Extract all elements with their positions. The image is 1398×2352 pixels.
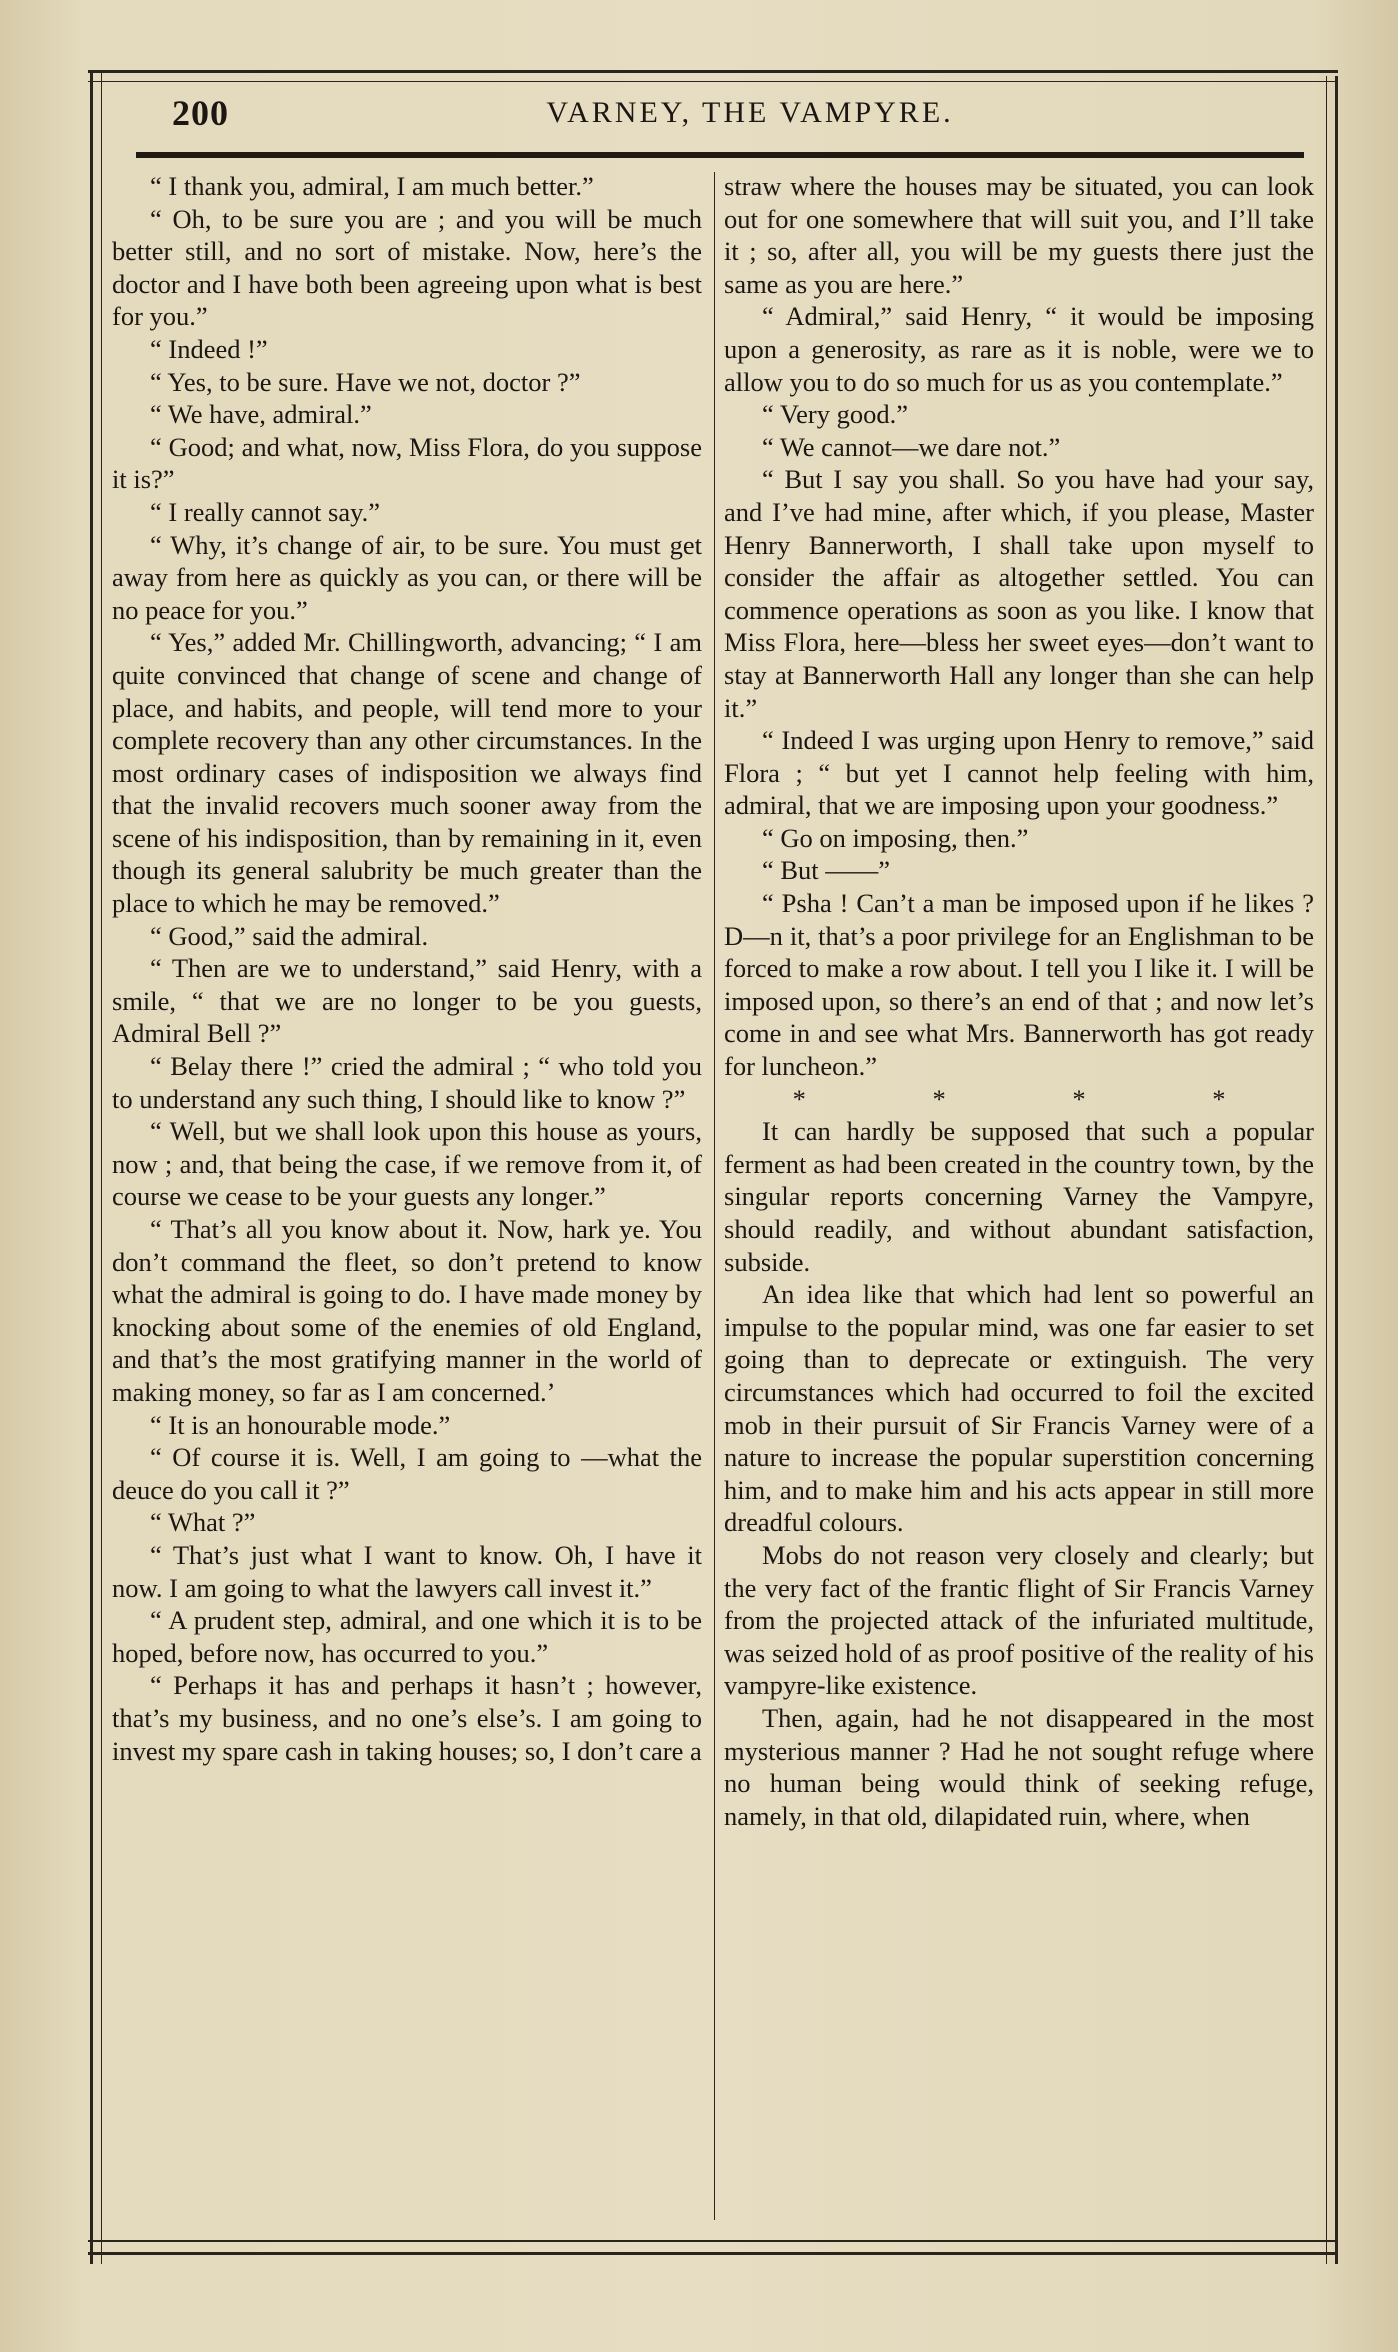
page-frame-left-rule (90, 70, 102, 2264)
paragraph: “ We have, admiral.” (150, 399, 372, 430)
paragraph: Then, again, had he not disappeared in the most mysterious manner ? Had he not sought refuge where no human being would think of seeking refuge, namely, in that old, dilapidated ruin, where, when (724, 1702, 1314, 1831)
paragraph: “ A prudent step, admiral, and one which it is to be hoped, before now, has occurred to you.” (112, 1605, 702, 1668)
paragraph: An idea like that which had lent so powerful an impulse to the popular mind, was one far easier to set going than to deprecate or extinguish. The very circumstances which had occurred to foil the excited mob in their pursuit of Sir Francis Varney were of a nature to increase the popular superstition concerning him, and to make him and his acts appear in still more dreadful colours. (724, 1279, 1314, 1538)
paragraph: “ Indeed !” (150, 333, 268, 364)
paragraph: “ Perhaps it has and perhaps it hasn’t ; however, that’s my business, and no one’s else’s. I am going to invest my spare cash in taking houses; so, I don’t care a (112, 1670, 702, 1766)
paragraph: “ What ?” (150, 1507, 256, 1538)
page-number: 200 (172, 93, 229, 133)
paragraph: “ Indeed I was urging upon Henry to remove,” said Flora ; “ but yet I cannot help feeling with him, admiral, that we are imposing upon your goodness.” (724, 725, 1314, 821)
running-title: VARNEY, THE VAMPYRE. (546, 96, 954, 129)
paragraph: “ Well, but we shall look upon this house as yours, now ; and, that being the case, if we remove from it, of course we cease to be your guests any longer.” (112, 1116, 702, 1212)
paragraph: “ Admiral,” said Henry, “ it would be imposing upon a generosity, as rare as it is noble, were we to allow you to do so much for us as you contemplate.” (724, 301, 1314, 397)
paragraph: “ That’s all you know about it. Now, hark ye. You don’t command the fleet, so don’t pretend to know what the admiral is going to do. I have made money by knocking about some of the enemies of old England, and that’s the most gratifying manner in the world of making money, so far as I am concerned.’ (112, 1214, 702, 1407)
paragraph: “ Oh, to be sure you are ; and you will be much better still, and no sort of mistake. Now, here’s the doctor and I have both been agreeing upon what is best for you.” (112, 203, 702, 332)
paragraph: “ That’s just what I want to know. Oh, I have it now. I am going to what the lawyers call invest it.” (112, 1539, 702, 1603)
paragraph: “ Good,” said the admiral. (150, 920, 429, 951)
paragraph: “ I really cannot say.” (150, 496, 381, 527)
paragraph: “ Go on imposing, then.” (762, 822, 1029, 853)
paragraph: “ I thank you, admiral, I am much better.” (150, 171, 594, 201)
left-column (112, 170, 702, 2210)
paragraph: “ But ——” (762, 855, 891, 886)
paragraph: “ Why, it’s change of air, to be sure. You must get away from here as quickly as you can, or there will be no peace for you.” (112, 529, 702, 625)
paragraph: “ We cannot—we dare not.” (762, 431, 1061, 462)
paragraph: “ It is an honourable mode.” (150, 1409, 451, 1440)
header-rule (136, 152, 1304, 158)
right-column (724, 170, 1314, 2210)
paragraph: “ Yes, to be sure. Have we not, doctor ?” (150, 366, 581, 397)
page-frame-top-rule (88, 70, 1338, 82)
paragraph: “ Good; and what, now, Miss Flora, do you suppose it is?” (112, 431, 702, 495)
paragraph: “ Of course it is. Well, I am going to —what the deuce do you call it ?” (112, 1442, 702, 1505)
page-frame-right-rule (1326, 76, 1338, 2264)
paragraph: “ Psha ! Can’t a man be imposed upon if he likes ? D—n it, that’s a poor privilege for an Englishman to be forced to make a row about. I tell you I like it. I will be imposed upon, so there’s an end of that ; and now let’s come in and see what Mrs. Bannerworth has got ready for luncheon.” (724, 888, 1314, 1082)
page-frame-bottom-rule (88, 2240, 1338, 2255)
paragraph: “ But I say you shall. So you have had your say, and I’ve had mine, after which, if you please, Master Henry Bannerworth, I shall take upon myself to consider the affair as altogether settled. You can commence operations as soon as you like. I know that Miss Flora, here—bless her sweet eyes—don’t want to stay at Bannerworth Hall any longer than she can help it.” (724, 464, 1314, 723)
paragraph: “ Belay there !” cried the admiral ; “ who told you to understand any such thing, I should like to know ?” (112, 1051, 702, 1114)
paragraph: Mobs do not reason very closely and clearly; but the very fact of the frantic flight of Sir Francis Varney from the projected attack of the infuriated multitude, was seized hold of as proof positive of the reality of his vampyre-like existence. (724, 1539, 1314, 1701)
paragraph: It can hardly be supposed that such a popular ferment as had been created in the country town, by the singular reports concerning Varney the Vampyre, should readily, and without abundant satisfaction, subside. (724, 1116, 1314, 1277)
section-break: * * * * (792, 1083, 1286, 1114)
paragraph: “ Then are we to understand,” said Henry, with a smile, “ that we are no longer to be you guests, Admiral Bell ?” (112, 953, 702, 1049)
paragraph: straw where the houses may be situated, you can look out for one somewhere that will suit you, and I’ll take it ; so, after all, you will be my guests there just the same as you are here.” (724, 171, 1314, 299)
column-divider (714, 172, 715, 2220)
paragraph: “ Very good.” (762, 399, 908, 430)
paragraph: “ Yes,” added Mr. Chillingworth, advancing; “ I am quite convinced that change of scene and change of place, and habits, and people, will tend more to your complete recovery than any other circumstances. In the most ordinary cases of indisposition we always find that the invalid recovers much sooner away from the scene of his indisposition, than by remaining in it, even though its general salubrity be much greater than the place to which he may be removed.” (112, 627, 702, 919)
page-header (130, 88, 1310, 142)
